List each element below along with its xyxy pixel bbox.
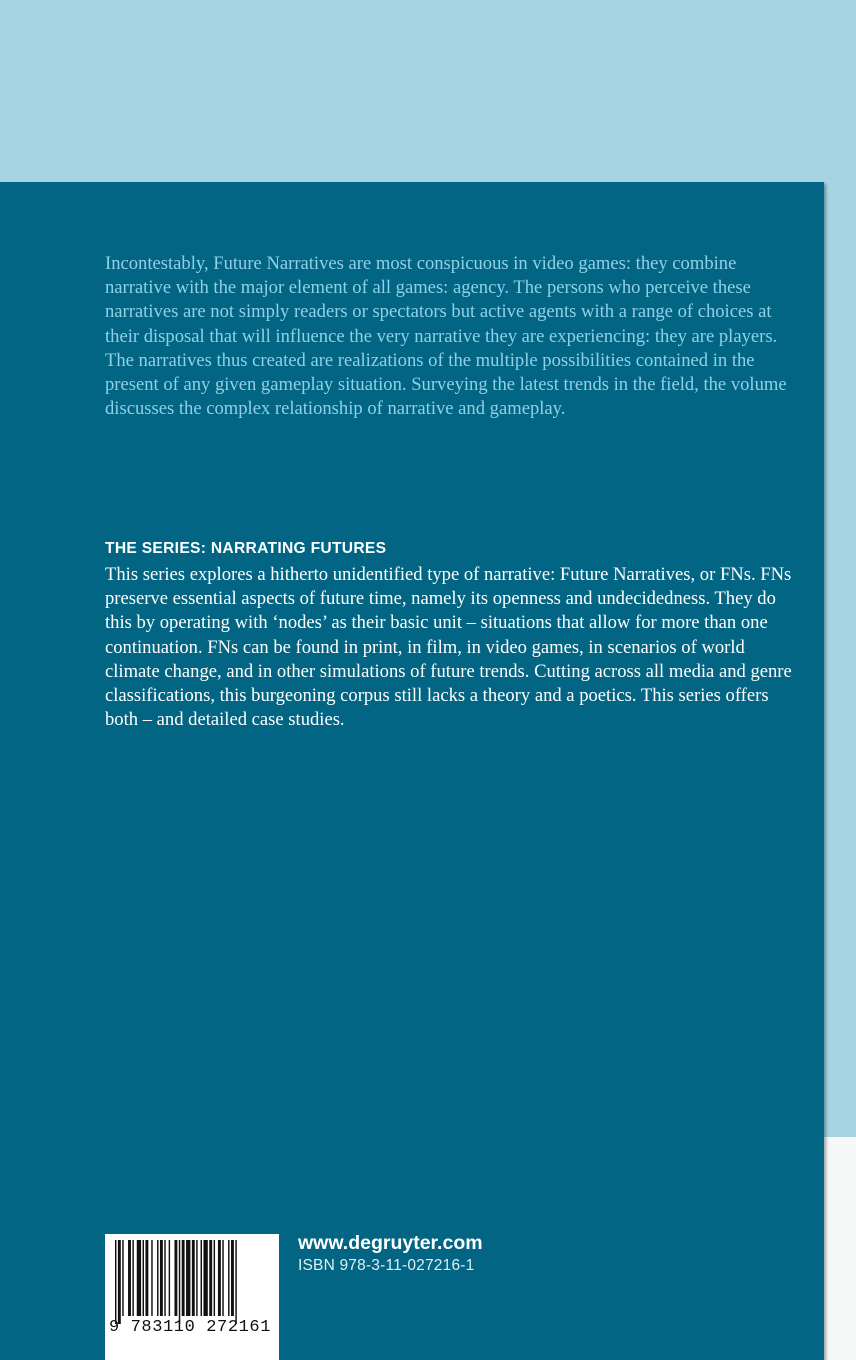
- barcode-bar: [228, 1240, 229, 1316]
- barcode-bar: [137, 1240, 141, 1316]
- barcode-bar: [151, 1240, 152, 1316]
- barcode-bar: [132, 1240, 133, 1316]
- barcode-bar: [222, 1240, 223, 1316]
- barcode-bar: [214, 1240, 215, 1316]
- series-heading: THE SERIES: NARRATING FUTURES: [105, 540, 387, 557]
- barcode-bar: [201, 1240, 202, 1316]
- book-blurb: Incontestably, Future Narratives are most conspicuous in video games: they combine narrative with the major element of all games: agency. The persons who perceive these narratives are not simply readers or spectators but active agents with a range of choices at their disposal that will influence the very narrative they are experiencing: they are players. The narratives thus created are realizations of the multiple possibilities contained in the present of any given gameplay situation. Surveying the latest trends in the field, the volume discusses the complex relationship of narrative and gameplay.: [105, 253, 787, 420]
- barcode-bar: [235, 1240, 236, 1324]
- barcode-bar: [122, 1240, 123, 1316]
- isbn-number: ISBN 978-3-11-027216-1: [298, 1257, 475, 1274]
- barcode-bar: [160, 1240, 163, 1316]
- barcode-bar: [192, 1240, 195, 1316]
- barcode-bar: [196, 1240, 197, 1316]
- barcode-bar: [169, 1240, 170, 1316]
- barcode-digits: 9 783110 272161: [109, 1318, 272, 1337]
- barcode-bar: [157, 1240, 158, 1316]
- publisher-url: www.degruyter.com: [298, 1232, 483, 1254]
- barcode-bar: [164, 1240, 165, 1316]
- barcode-bar: [182, 1240, 185, 1316]
- barcode-bar: [143, 1240, 144, 1316]
- isbn-barcode: [105, 1234, 279, 1360]
- barcode-bar: [174, 1240, 177, 1316]
- barcode-bar: [209, 1240, 212, 1316]
- series-description: This series explores a hitherto unidentified type of narrative: Future Narratives, or FNs. FNs preserve essential aspects of future time, namely its openness and undecidedness. They do this by operating with ‘nodes’ as their basic unit – situations that allow for more than one continuation. FNs can be found in print, in film, in video games, in scenarios of world climate change, and in other simulations of future trends. Cutting across all media and genre classifications, this burgeoning corpus still lacks a theory and a poetics. This series offers both – and detailed case studies.: [105, 564, 792, 731]
- barcode-bar: [128, 1240, 131, 1316]
- barcode-bar: [231, 1240, 234, 1316]
- barcode-bar: [186, 1240, 190, 1316]
- barcode-bar: [179, 1240, 180, 1324]
- barcode-bar: [118, 1240, 121, 1324]
- barcode-bar: [115, 1240, 116, 1324]
- barcode-bar: [218, 1240, 221, 1316]
- barcode-bar: [145, 1240, 148, 1316]
- barcode-bar: [203, 1240, 207, 1316]
